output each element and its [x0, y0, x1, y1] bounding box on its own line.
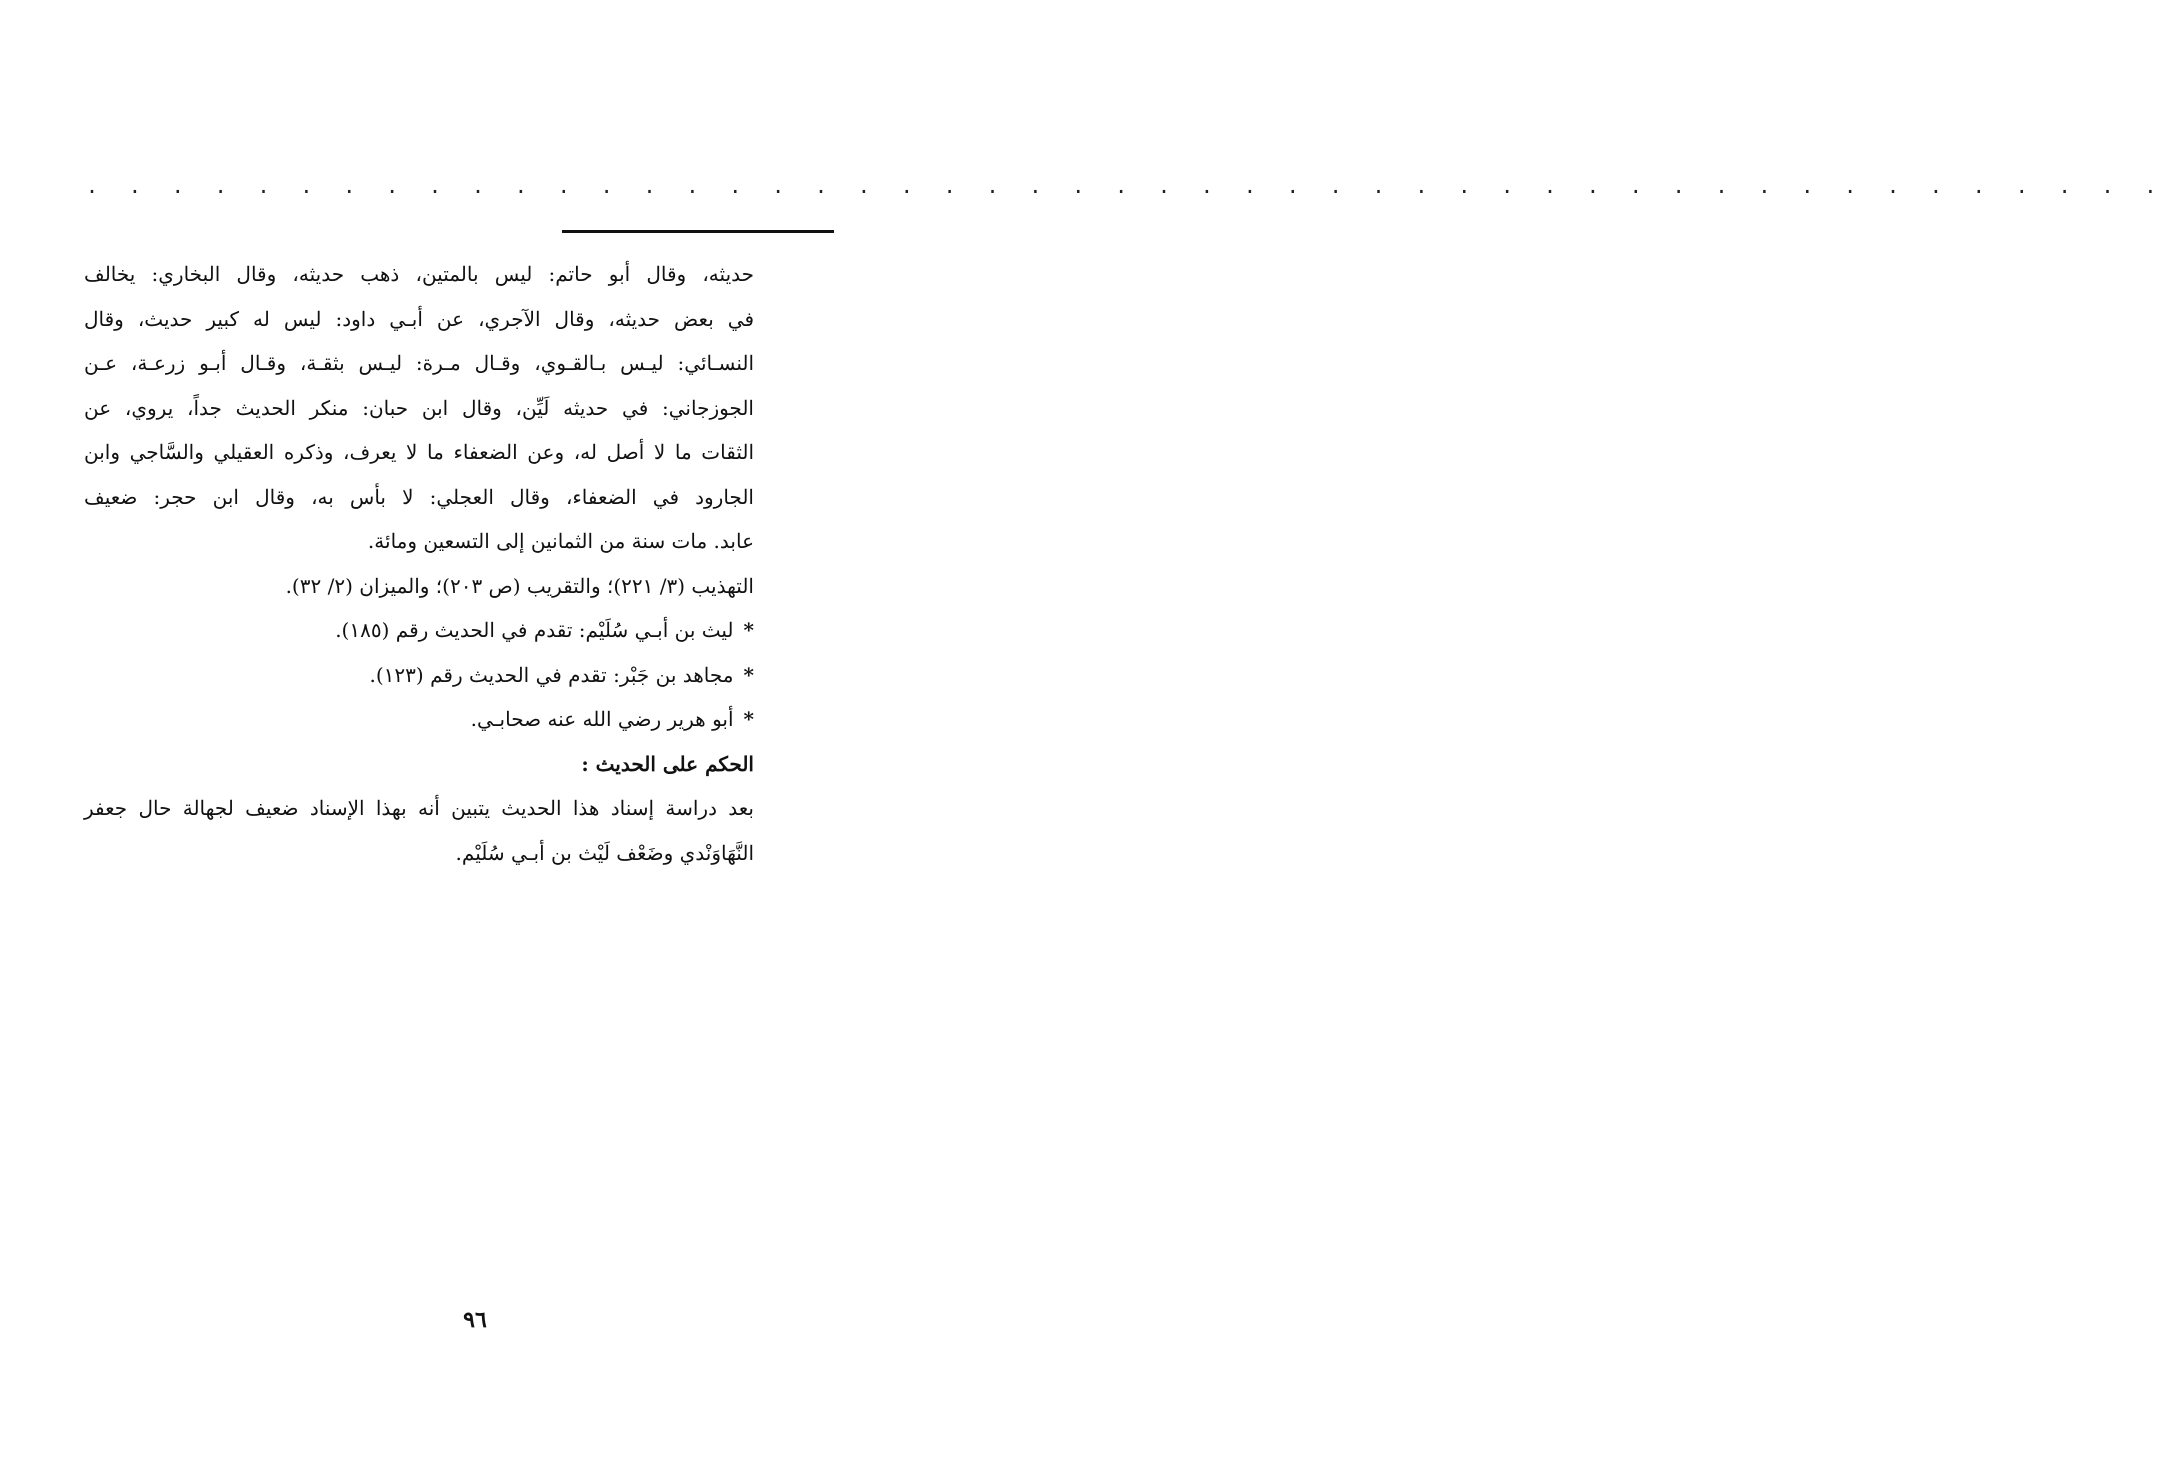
- text-line: حديثه، وقال أبو حاتم: ليس بالمتين، ذهب حديثه، وقال البخاري: يخالف: [84, 262, 754, 286]
- bullet-text: ليث بن أبـي سُلَيْم: تقدم في الحديث رقم (١٨٥).: [335, 618, 734, 642]
- text-line: في بعض حديثه، وقال الآجري، عن أبـي داود: ليس له كبير حديث، وقال: [84, 306, 754, 331]
- text-line: عابد. مات سنة من الثمانين إلى التسعين ومائة.: [367, 529, 754, 553]
- narrator-bullet: [84, 608, 754, 653]
- asterisk-icon: *: [743, 662, 754, 687]
- page-number: ٩٦: [463, 1307, 487, 1333]
- ruling-paragraph: [84, 786, 754, 875]
- page-body: [84, 252, 754, 875]
- text-line: النسـائي: ليـس بـالقـوي، وقـال مـرة: ليـس بثقـة، وقـال أبـو زرعـة، عـن: [84, 351, 754, 375]
- narrator-bullet: [84, 697, 754, 742]
- bullet-text: مجاهد بن جَبْر: تقدم في الحديث رقم (١٢٣).: [369, 662, 734, 687]
- source-references: التهذيب (٣/ ٢٢١)؛ والتقريب (ص ٢٠٣)؛ والميزان (٢/ ٣٢).: [285, 573, 754, 598]
- text-line: بعد دراسة إسناد هذا الحديث يتبين أنه بهذا الإسناد ضعيف لجهالة حال جعفر: [84, 796, 754, 820]
- text-line: الثقات ما لا أصل له، وعن الضعفاء ما لا يعرف، وذكره العقيلي والسَّاجي وابن: [84, 440, 755, 464]
- bullet-text: أبو هرير رضي الله عنه صحابـي.: [470, 707, 734, 731]
- narrator-bullet: [84, 653, 754, 698]
- narrator-paragraph: [84, 252, 754, 564]
- footnote-separator-dots: . . . . . . . . . . . . . . . . . . . . . . . . . . . . . . . . . . . . . . . . . . . . . . . . .: [86, 174, 2166, 198]
- text-line: الجارود في الضعفاء، وقال العجلي: لا بأس به، وقال ابن حجر: ضعيف: [84, 484, 754, 509]
- text-line: النَّهَاوَنْدي وضَعْف لَيْث بن أبـي سُلَيْم.: [455, 840, 754, 865]
- asterisk-icon: *: [743, 618, 754, 642]
- ruling-heading: الحكم على الحديث :: [581, 751, 754, 776]
- footnote-rule: [562, 230, 834, 233]
- text-line: الجوزجاني: في حديثه لَيِّن، وقال ابن حبان: منكر الحديث جداً، يروي، عن: [84, 395, 754, 420]
- asterisk-icon: *: [743, 707, 754, 731]
